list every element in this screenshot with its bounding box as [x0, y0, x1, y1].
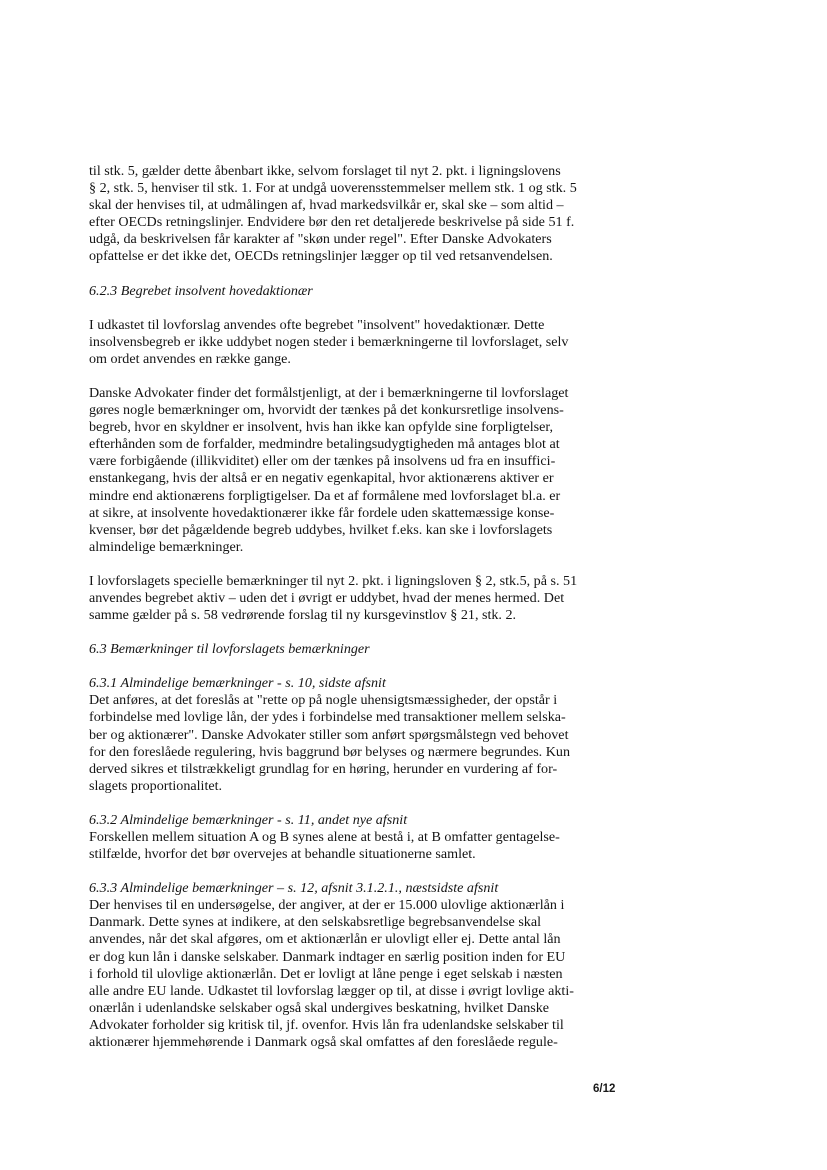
text-line: almindelige bemærkninger. [89, 538, 244, 555]
text-line: skal der henvises til, at udmålingen af, hvad markedsvilkår er, skal ske – som altid – [89, 197, 564, 214]
text-line: anvendes begrebet aktiv – uden det i øvrigt er uddybet, hvad der menes hermed. Det [89, 589, 565, 606]
text-line: stilfælde, hvorfor det bør overvejes at behandle situationerne samlet. [89, 846, 476, 863]
text-line: 6.2.3 Begrebet insolvent hovedaktionær [89, 282, 313, 299]
text-line: 6.3 Bemærkninger til lovforslagets bemærkninger [89, 641, 370, 658]
section-heading [89, 641, 609, 658]
text-line: insolvensbegreb er ikke uddybet nogen steder i bemærkningerne til lovforslaget, selv [89, 333, 569, 350]
body-paragraph [89, 692, 609, 795]
text-line: er dog kun lån i danske selskaber. Danmark indtager en særlig position inden for EU [89, 948, 566, 965]
text-line: forbindelse med lovlige lån, der ydes i forbindelse med transaktioner mellem selska- [89, 709, 566, 726]
body-paragraph [89, 385, 609, 556]
text-line: 6.3.1 Almindelige bemærkninger - s. 10, sidste afsnit [89, 675, 386, 692]
text-line: i forhold til ulovlige aktionærlån. Det er lovligt at låne penge i eget selskab i næsten [89, 965, 563, 982]
section-heading [89, 880, 609, 897]
text-line: 6.3.2 Almindelige bemærkninger - s. 11, andet nye afsnit [89, 811, 408, 828]
text-line: Forskellen mellem situation A og B synes alene at bestå i, at B omfatter gentagelse- [89, 829, 560, 845]
text-line: Advokater forholder sig kritisk til, jf. ovenfor. Hvis lån fra udenlandske selskaber til [89, 1016, 564, 1033]
text-line: være forbigående (illikviditet) eller om der tænkes på insolvens ud fra en insuffici- [89, 453, 556, 470]
body-paragraph [89, 163, 609, 266]
text-line: udgå, da beskrivelsen får karakter af "skøn under regel". Efter Danske Advokaters [89, 231, 552, 248]
text-line: opfattelse er det ikke det, OECDs retningslinjer lægger op til ved retsanvendelsen. [89, 248, 553, 265]
text-line: kvenser, bør det pågældende begreb uddybes, hvilket f.eks. kan ske i lovforslagets [89, 521, 553, 538]
text-line: anvendes, når det skal afgøres, om et aktionærlån er ulovligt eller ej. Dette antal lån [89, 931, 561, 948]
text-line: Danske Advokater finder det formålstjenligt, at der i bemærkningerne til lovforslaget [89, 384, 569, 401]
text-line: om ordet anvendes en række gange. [89, 350, 291, 367]
text-line: at sikre, at insolvente hovedaktionærer ikke får fordele uden skattemæssige konse- [89, 504, 555, 521]
section-heading [89, 812, 609, 829]
text-line: enstankegang, hvis der altså er en negativ egenkapital, hvor aktionærens aktiver er [89, 470, 554, 487]
text-line: til stk. 5, gælder dette åbenbart ikke, selvom forslaget til nyt 2. pkt. i ligningslovens [89, 163, 561, 179]
body-paragraph [89, 573, 609, 624]
text-line: 6.3.3 Almindelige bemærkninger – s. 12, afsnit 3.1.2.1., næstsidste afsnit [89, 880, 499, 897]
text-line: onærlån i udenlandske selskaber også skal undergives beskatning, hvilket Danske [89, 999, 550, 1016]
text-line: Det anføres, at det foreslås at "rette op på nogle uhensigtsmæssigheder, der opstår i [89, 692, 558, 709]
text-line: efter OECDs retningslinjer. Endvidere bør den ret detaljerede beskrivelse på side 51 f. [89, 214, 575, 231]
text-line: aktionærer hjemmehørende i Danmark også skal omfattes af den foreslåede regule- [89, 1034, 558, 1051]
text-line: § 2, stk. 5, henviser til stk. 1. For at undgå uoverensstemmelser mellem stk. 1 og stk. 5 [89, 180, 577, 197]
text-line: gøres nogle bemærkninger om, hvorvidt der tænkes på det konkursretlige insolvens- [89, 402, 564, 419]
text-line: slagets proportionalitet. [89, 777, 223, 794]
section-heading [89, 675, 609, 692]
text-line: alle andre EU lande. Udkastet til lovforslag lægger op til, at disse i øvrigt lovlige akti- [89, 982, 574, 999]
text-line: efterhånden som de forfalder, medmindre betalingsudygtigheden må antages blot at [89, 436, 560, 453]
section-heading [89, 283, 609, 300]
text-line: I udkastet til lovforslag anvendes ofte begrebet "insolvent" hovedaktionær. Dette [89, 316, 545, 333]
text-line: Der henvises til en undersøgelse, der angiver, at der er 15.000 ulovlige aktionærlån i [89, 897, 565, 914]
text-line: I lovforslagets specielle bemærkninger til nyt 2. pkt. i ligningsloven § 2, stk.5, på s. 51 [89, 572, 578, 589]
text-line: derved sikres et tilstrækkeligt grundlag for en høring, herunder en vurdering af for- [89, 760, 558, 777]
text-line: for den foreslåede regulering, hvis baggrund bør belyses og nærmere begrundes. Kun [89, 743, 571, 760]
page-number: 6/12 [593, 1083, 616, 1095]
text-line: mindre end aktionærens forpligtigelser. Da et af formålene med lovforslaget bl.a. er [89, 487, 561, 504]
body-paragraph [89, 897, 609, 1051]
document-body [89, 163, 609, 1051]
text-line: Danmark. Dette synes at indikere, at den selskabsretlige begrebsanvendelse skal [89, 914, 542, 931]
text-line: ber og aktionærer". Danske Advokater stiller som anført spørgsmålstegn ved behovet [89, 726, 569, 743]
text-line: samme gælder på s. 58 vedrørende forslag til ny kursgevinstlov § 21, stk. 2. [89, 607, 517, 624]
text-line: begreb, hvor en skyldner er insolvent, hvis han ikke kan opfylde sine forpligtelser, [89, 419, 554, 436]
body-paragraph [89, 317, 609, 368]
body-paragraph [89, 829, 609, 863]
